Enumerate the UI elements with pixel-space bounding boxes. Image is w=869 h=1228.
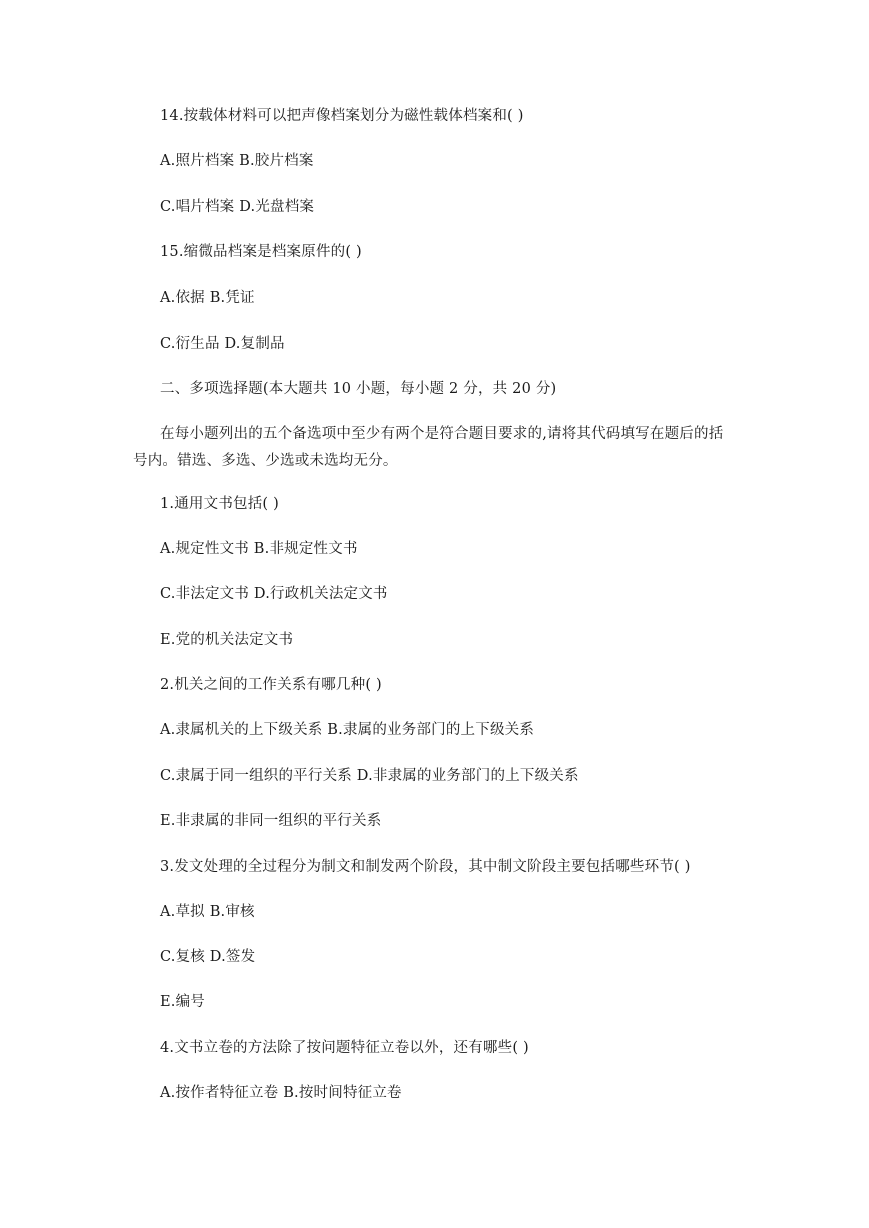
section-heading-multiple-choice: 二、多项选择题(本大题共 10 小题，每小题 2 分，共 20 分) bbox=[160, 381, 557, 397]
mc-question-3-options-cd: C.复核 D.签发 bbox=[160, 949, 256, 965]
question-14-options-ab: A.照片档案 B.胶片档案 bbox=[160, 153, 314, 169]
question-15-options-cd: C.衍生品 D.复制品 bbox=[160, 336, 285, 352]
mc-question-1-options-ab: A.规定性文书 B.非规定性文书 bbox=[160, 541, 358, 557]
mc-question-4: 4.文书立卷的方法除了按问题特征立卷以外，还有哪些( ) bbox=[160, 1040, 529, 1056]
mc-question-2: 2.机关之间的工作关系有哪几种( ) bbox=[160, 677, 382, 693]
mc-question-1: 1.通用文书包括( ) bbox=[160, 496, 279, 512]
mc-question-3: 3.发文处理的全过程分为制文和制发两个阶段，其中制文阶段主要包括哪些环节( ) bbox=[160, 859, 691, 875]
question-15-options-ab: A.依据 B.凭证 bbox=[160, 290, 255, 306]
mc-question-2-option-e: E.非隶属的非同一组织的平行关系 bbox=[160, 813, 382, 829]
mc-question-2-options-cd: C.隶属于同一组织的平行关系 D.非隶属的业务部门的上下级关系 bbox=[160, 768, 579, 784]
mc-question-2-options-ab: A.隶属机关的上下级关系 B.隶属的业务部门的上下级关系 bbox=[160, 722, 535, 738]
section-instructions: 在每小题列出的五个备选项中至少有两个是符合题目要求的,请将其代码填写在题后的括号内。错选、多选、少选或未选均无分。 bbox=[133, 426, 724, 469]
mc-question-3-option-e: E.编号 bbox=[160, 994, 205, 1010]
question-15: 15.缩微品档案是档案原件的( ) bbox=[160, 244, 362, 260]
mc-question-1-option-e: E.党的机关法定文书 bbox=[160, 632, 294, 648]
question-14: 14.按载体材料可以把声像档案划分为磁性载体档案和( ) bbox=[160, 108, 524, 124]
question-14-options-cd: C.唱片档案 D.光盘档案 bbox=[160, 199, 315, 215]
mc-question-1-options-cd: C.非法定文书 D.行政机关法定文书 bbox=[160, 586, 388, 602]
mc-question-4-options-ab: A.按作者特征立卷 B.按时间特征立卷 bbox=[160, 1085, 402, 1101]
mc-question-3-options-ab: A.草拟 B.审核 bbox=[160, 904, 255, 920]
